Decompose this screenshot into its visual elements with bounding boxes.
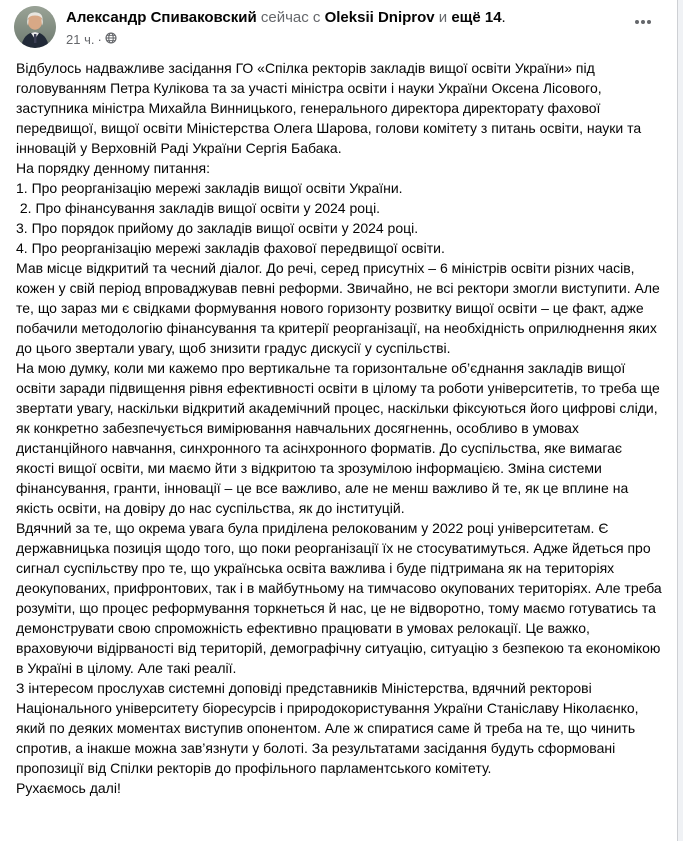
more-tagged-link[interactable]: ещё 14 [451,9,502,26]
author-name[interactable]: Александр Спиваковский [66,9,257,26]
meta-separator: · [97,31,102,47]
timestamp[interactable]: 21 ч. [66,31,95,47]
post-paragraph: Мав місце відкритий та чесний діалог. До речі, серед присутніх – 6 міністрів освіти різних часів, кожен у свій період впроваджував певні реформи. Звичайно, не всі ректори змогли виступити. Але те, що зараз ми є свідками формування нового горизонту розвитку вищої освіти – це факт, адже побачили методологію фінансування та критерії реорганізації, на необхідність оприлюднення яких до цього звертали увагу, щоб знизити градус дискусії у суспільстві. [16,260,664,356]
byline-period: . [501,9,506,26]
globe-icon [105,31,117,48]
post-paragraph: На порядку денному питання: [16,160,210,176]
tagged-name[interactable]: Oleksii Dniprov [324,9,435,26]
avatar[interactable] [14,6,56,48]
profile-photo-icon [14,6,56,48]
ellipsis-icon [633,12,653,37]
post-paragraph: З інтересом прослухав системні доповіді представників Міністерства, вдячний ректорові Національного університету біоресурсів і природокористування України Станіславу Ніколаєнко, який по деяких моментах виступив опонентом. Але ж спиратися саме й треба на те, що чинить спротив, а інакше можна зав’язнути у болоті. За результатами засідання будуть сформовані пропозиції від Спілки ректорів до профільного парламентського комітету. [16,680,643,776]
post-text [0,48,678,812]
byline-connector-1: сейчас с [256,9,325,26]
header-text [66,6,627,48]
post-paragraph: 1. Про реорганізацію мережі закладів вищої освіти України. [16,180,403,196]
post-paragraph: 4. Про реорганізацію мережі закладів фахової передвищої освіти. [16,240,445,256]
byline-connector-2: и [434,9,452,26]
post-paragraph: 3. Про порядок прийому до закладів вищої освіти у 2024 році. [16,220,419,236]
post-paragraph: Вдячний за те, що окрема увага була приділена релокованим у 2022 році університетам. Є державницька позиція щодо того, що поки реорганізації їх не стосуватимуться. Адже йдеться про сигнал суспільству про те, що українська освіта важлива і буде підтримана як на територіях деокупованих, прифронтових, так і в майбутньому на тимчасово окупованих територіях. Але треба розуміти, що процес реформування торкнеться й нас, це не відворотно, тому маємо готуватись та демонструвати свою спроможність ефективно працювати в умовах релокації. Це важко, враховуючи відірваності від територій, демографічну ситуацію, ситуацію з безпекою та економікою в Україні в цілому. Але такі реалії. [16,520,666,676]
post-header [0,0,677,48]
post-paragraph: Відбулось надважливе засідання ГО «Спілка ректорів закладів вищої освіти України» під головуванням Петра Кулікова та за участі міністра освіти і науки України Оксена Лісового, заступника міністра Михайла Винницького, генерального директора директорату фахової передвищої, вищої освіти Міністерства Олега Шарова, голови комітету з питань освіти, науки та інновацій у Верховній Раді України Сергія Бабака. [16,60,646,156]
post-paragraph: 2. Про фінансування закладів вищої освіти у 2024 році. [16,200,381,216]
post-meta [66,30,627,48]
byline [66,8,627,28]
post-menu-button[interactable] [627,8,659,40]
post-paragraph: Рухаємось далі! [16,780,121,796]
post-paragraph: На мою думку, коли ми кажемо про вертикальне та горизонтальне об’єднання закладів вищої освіти заради підвищення рівня ефективності освіти в цілому та роботи університетів, то треба ще звертати увагу, наскільки відкритий академічний процес, наскільки фіксуються його цифрові сліди, як конкретно забезпечується вимірювання навчальних досягненнь, особливо в умовах дистанційного навчання, синхронного та асінхронного форматів. До суспільства, яке вимагає якості вищої освіти, ми маємо йти з відкритою та зрозумілою інформацією. Зміна системи фінансування, гранти, інновації – це все важливо, але не менш важливо й те, як це вплине на якість освіти, на довіру до нас суспільства, як до інституцій. [16,360,664,516]
